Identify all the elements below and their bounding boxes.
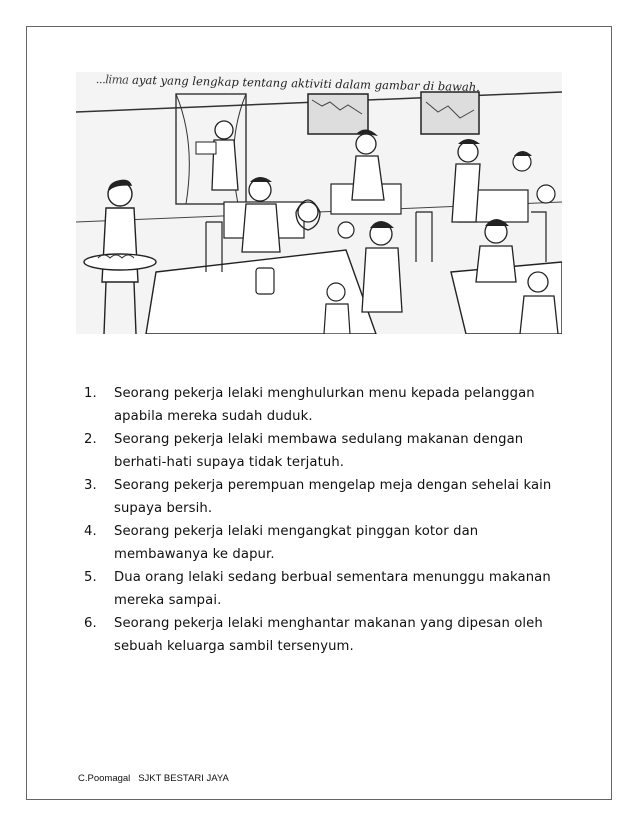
restaurant-illustration (76, 72, 562, 334)
caption-cut-text: ...lima (95, 72, 129, 87)
sentence-text: Seorang pekerja lelaki menghulurkan menu kepada pelanggan apabila mereka sudah duduk. (114, 386, 535, 424)
sentence-text: Dua orang lelaki sedang berbual sementara menunggu makanan mereka sampai. (114, 570, 551, 608)
sentence-item (84, 566, 554, 612)
sentence-item (84, 612, 554, 658)
page-footer (78, 773, 229, 784)
sentence-number: 5. (84, 570, 97, 585)
caption-text: ayat yang lengkap tentang aktiviti dalam gambar di bawah. (131, 72, 480, 95)
sentence-text: Seorang pekerja lelaki mengangkat pinggan kotor dan membawanya ke dapur. (114, 524, 479, 562)
sentence-list (84, 382, 554, 658)
sentence-text: Seorang pekerja lelaki membawa sedulang makanan dengan berhati-hati supaya tidak terjatuh. (114, 432, 524, 470)
sentence-item (84, 382, 554, 428)
sentence-number: 2. (84, 432, 97, 447)
footer-author: C.Poomagal (78, 773, 131, 784)
sentence-item (84, 428, 554, 474)
sentence-number: 6. (84, 616, 97, 631)
sentence-text: Seorang pekerja perempuan mengelap meja dengan sehelai kain supaya bersih. (114, 478, 552, 516)
sentence-item (84, 520, 554, 566)
sentence-number: 4. (84, 524, 97, 539)
restaurant-scene-drawing (76, 72, 562, 334)
footer-school: SJKT BESTARI JAYA (138, 773, 229, 784)
sentence-item (84, 474, 554, 520)
sentence-number: 3. (84, 478, 97, 493)
sentence-number: 1. (84, 386, 97, 401)
sentence-text: Seorang pekerja lelaki menghantar makanan yang dipesan oleh sebuah keluarga sambil tersenyum. (114, 616, 543, 654)
